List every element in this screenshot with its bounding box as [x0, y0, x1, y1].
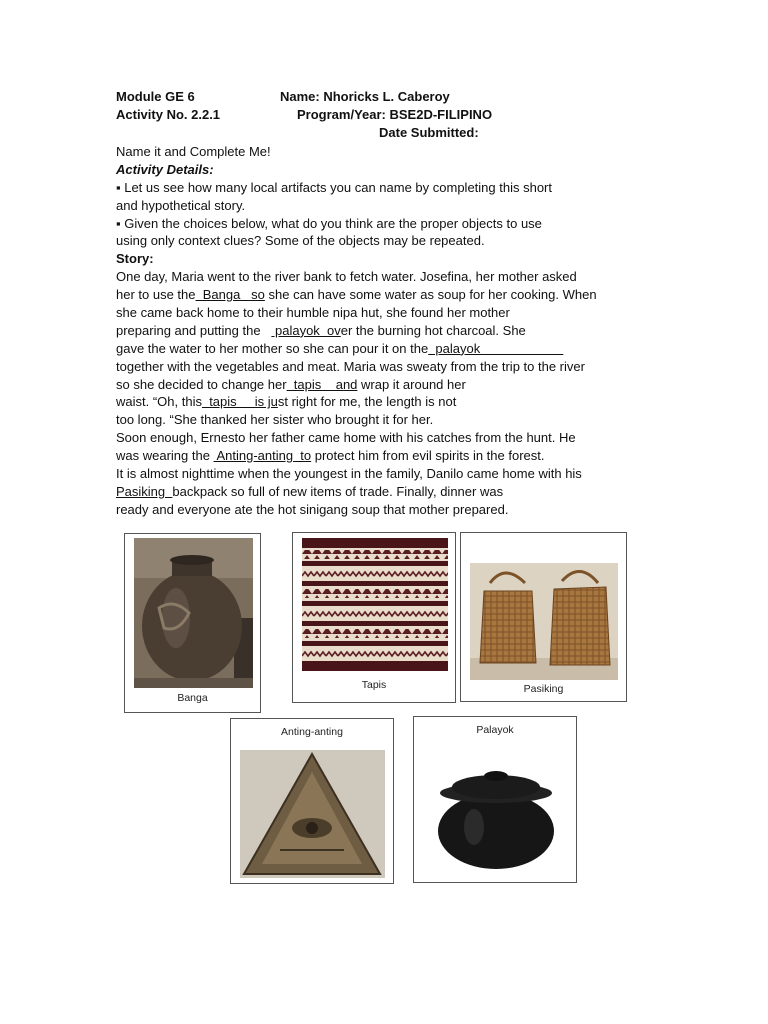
- palayok-image: [424, 757, 568, 875]
- answer-palayok-2: palayok: [428, 340, 564, 356]
- date-submitted: Date Submitted:: [379, 125, 479, 140]
- story-line: waist. “Oh, this tapis is just right for me, the length is not: [116, 394, 457, 410]
- story-heading: Story:: [116, 251, 154, 267]
- activity-title: Name it and Complete Me!: [116, 144, 271, 159]
- story-line: she came back home to their humble nipa hut, she found her mother: [116, 305, 510, 321]
- activity-number: Activity No. 2.2.1: [116, 107, 221, 122]
- story-line: together with the vegetables and meat. Maria was sweaty from the trip to the river: [116, 358, 585, 374]
- story-line: so she decided to change her tapis and wrap it around her: [116, 376, 466, 392]
- story-line: was wearing the Anting-anting to protect him from evil spirits in the forest.: [116, 448, 545, 464]
- module-label: Module GE 6: [116, 89, 195, 104]
- story-line: One day, Maria went to the river bank to fetch water. Josefina, her mother asked: [116, 269, 577, 285]
- banga-card: [124, 533, 261, 713]
- bullet-2-line-2: using only context clues? Some of the objects may be repeated.: [116, 233, 485, 249]
- tapis-image: [302, 538, 448, 671]
- pasiking-image: [470, 563, 618, 680]
- answer-banga: Banga so: [195, 287, 265, 303]
- story-line: gave the water to her mother so she can pour it on the palayok: [116, 340, 564, 356]
- story-line: Soon enough, Ernesto her father came home with his catches from the hunt. He: [116, 430, 576, 446]
- story-line: It is almost nighttime when the youngest in the family, Danilo came home with his: [116, 466, 582, 482]
- anting-anting-image: [240, 750, 385, 878]
- program-year: Program/Year: BSE2D-FILIPINO: [297, 107, 493, 122]
- answer-anting-anting: Anting-anting to: [213, 448, 312, 464]
- pasiking-card: [460, 532, 627, 702]
- answer-tapis-1: tapis and: [286, 376, 358, 392]
- bullet-2-line-1: ▪ Given the choices below, what do you think are the proper objects to use: [116, 215, 542, 231]
- activity-text: [116, 143, 676, 519]
- palayok-card: [413, 716, 577, 883]
- tapis-card: [292, 532, 456, 703]
- story-line: ready and everyone ate the hot sinigang soup that mother prepared.: [116, 501, 509, 517]
- answer-palayok-1: palayok ov: [271, 322, 341, 338]
- palayok-caption: Palayok: [476, 724, 514, 736]
- anting-anting-card: [230, 718, 394, 884]
- anting-anting-caption: Anting-anting: [281, 726, 343, 738]
- pasiking-caption: Pasiking: [523, 683, 564, 695]
- student-name: Name: Nhoricks L. Caberoy: [280, 89, 450, 104]
- banga-image: [134, 538, 253, 688]
- bullet-1-line-2: and hypothetical story.: [116, 197, 246, 213]
- banga-caption: Banga: [177, 692, 208, 704]
- details-heading: Activity Details:: [116, 161, 214, 177]
- story-line: Pasiking backpack so full of new items of trade. Finally, dinner was: [116, 483, 504, 499]
- bullet-1-line-1: ▪ Let us see how many local artifacts you can name by completing this short: [116, 179, 552, 195]
- story-line: too long. “She thanked her sister who brought it for her.: [116, 412, 434, 428]
- answer-tapis-2: tapis is ju: [201, 394, 278, 410]
- story-line: preparing and putting the palayok over the burning hot charcoal. She: [116, 322, 526, 338]
- tapis-caption: Tapis: [361, 679, 387, 691]
- story-line: her to use the Banga so she can have some water as soup for her cooking. When: [116, 287, 597, 303]
- answer-pasiking: Pasiking: [116, 483, 173, 499]
